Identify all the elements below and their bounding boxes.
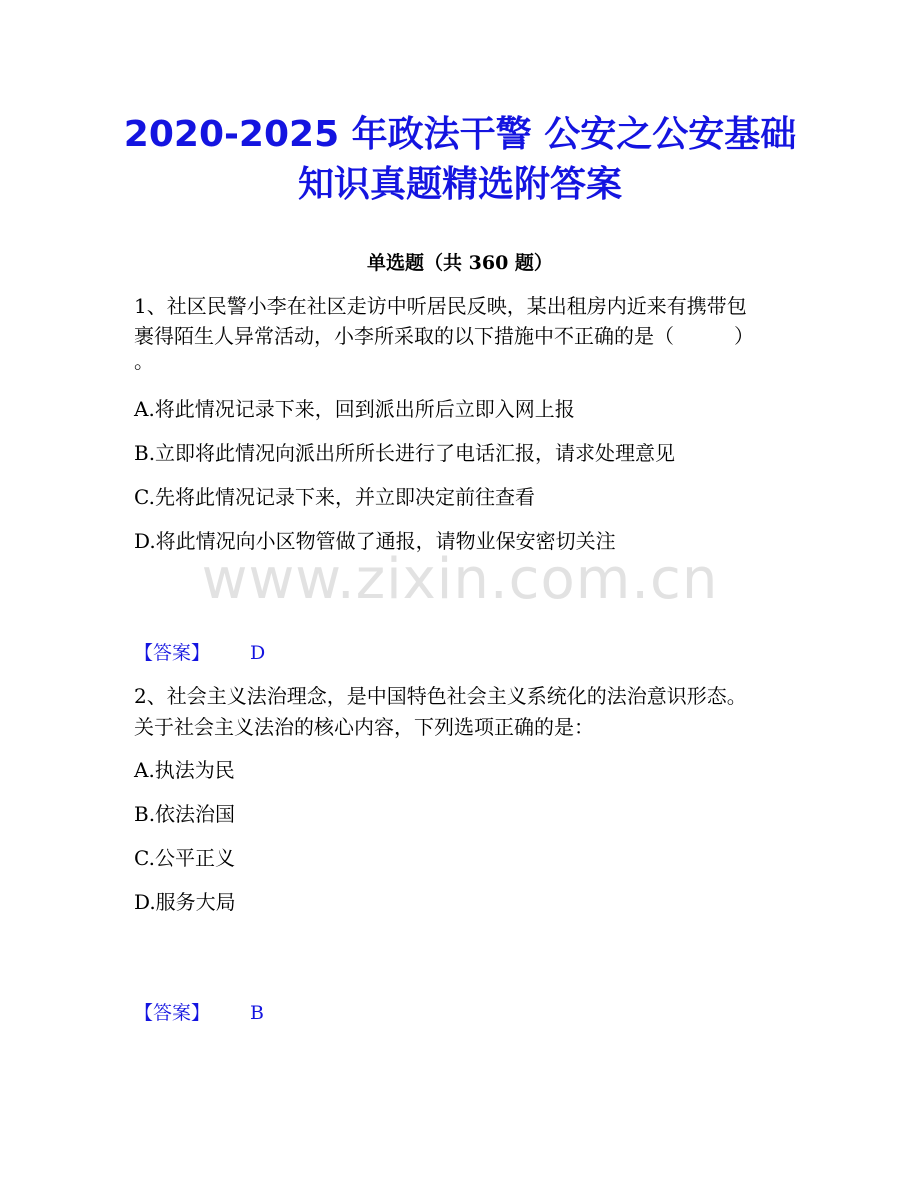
question-1-text-line-3: 。 <box>134 349 154 373</box>
question-1-option-d: D.将此情况向小区物管做了通报，请物业保安密切关注 <box>134 529 616 553</box>
question-2-option-b: B.依法治国 <box>134 802 236 826</box>
question-2-option-d: D.服务大局 <box>134 890 236 914</box>
question-1-text-line-1: 1、社区民警小李在社区走访中听居民反映，某出租房内近来有携带包 <box>134 294 747 318</box>
question-2-text-line-2: 关于社会主义法治的核心内容，下列选项正确的是： <box>134 715 594 739</box>
question-2-answer-value: B <box>250 1002 264 1024</box>
question-2-answer-label: 【答案】 <box>134 1002 211 1024</box>
question-2-option-a: A.执法为民 <box>134 758 235 782</box>
question-1-text-line-2: 裹得陌生人异常活动，小李所采取的以下措施中不正确的是（ ） <box>134 324 754 348</box>
question-1-answer-value: D <box>250 642 266 664</box>
question-2-option-c: C.公平正义 <box>134 846 235 870</box>
question-1-option-c: C.先将此情况记录下来，并立即决定前往查看 <box>134 485 535 509</box>
section-header: 单选题（共 360 题） <box>367 252 553 274</box>
question-1-answer-label: 【答案】 <box>134 642 211 664</box>
document-title-line-1: 2020-2025 年政法干警 公安之公安基础 <box>123 114 797 155</box>
question-2-text-line-1: 2、社会主义法治理念，是中国特色社会主义系统化的法治意识形态。 <box>134 684 747 708</box>
question-1-option-b: B.立即将此情况向派出所所长进行了电话汇报，请求处理意见 <box>134 441 676 465</box>
watermark: www.zixin.com.cn <box>201 547 719 612</box>
question-1-option-a: A.将此情况记录下来，回到派出所后立即入网上报 <box>134 397 575 421</box>
document-title-line-2: 知识真题精选附答案 <box>297 164 622 205</box>
